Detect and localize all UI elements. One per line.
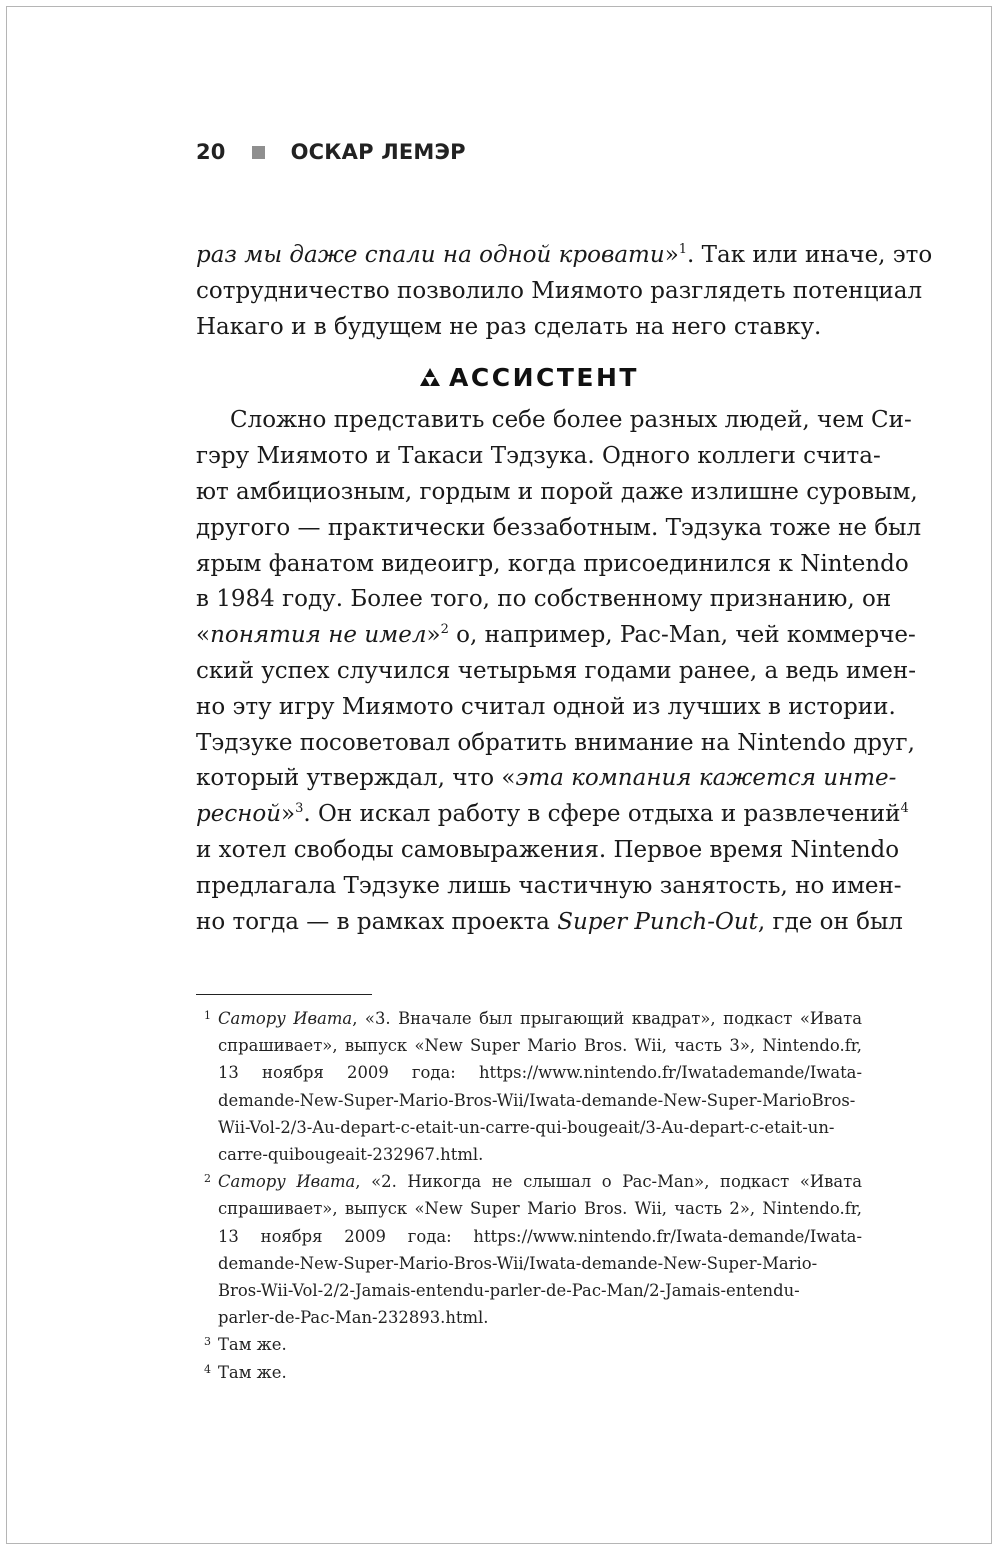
text-line: «понятия не имел»$^2$ о, например, Pac-Man, чей коммерче- xyxy=(196,622,916,649)
text-line: предлагала Тэдзуке лишь частичную занятость, но имен- xyxy=(196,872,902,899)
text-line: Тэдзуке посоветовал обратить внимание на Nintendo друг, xyxy=(196,729,915,756)
footnote: 4 Там же. xyxy=(218,1359,862,1386)
text-line: ярым фанатом видеоигр, когда присоединился к Nintendo xyxy=(196,550,909,577)
footnote: 1 Сатору Ивата, «3. Вначале был прыгающий квадрат», подкаст «Ивата спрашивает», выпуск «New Super Mario Bros. Wii, часть 3», Nintendo.fr, 13 ноября 2009 года: https://www.nintendo.fr/Iwatademande/Iwata- demande-New-Super-Mario-Bros-Wii/Iwata-demande-New-Super-MarioBros- Wii-Vol-2/3-Au-depart-c-etait-un-carre-qui-bougeait/3-Au-depart-c-etait-un- carre-quibougeait-232967.html. xyxy=(218,1005,862,1168)
text-line: ют амбициозным, гордым и порой даже излишне суровым, xyxy=(196,478,918,505)
page-number: 20 xyxy=(196,140,226,164)
text-line: но эту игру Миямото считал одной из лучших в истории. xyxy=(196,693,896,720)
footnotes xyxy=(204,1005,862,1386)
text-line: который утверждал, что «эта компания кажется инте- xyxy=(196,765,897,792)
author-name: ОСКАР ЛЕМЭР xyxy=(290,140,466,164)
footnote: 3 Там же. xyxy=(218,1331,862,1358)
text-line: раз мы даже спали на одной кровати»$^1$. Так или иначе, это xyxy=(196,242,933,268)
running-head xyxy=(196,140,466,164)
footnote-number: 2 xyxy=(204,1172,211,1186)
text-line: сотрудничество позволило Миямото разглядеть потенциал xyxy=(196,277,923,304)
triforce-icon xyxy=(419,367,441,387)
text-line: Сложно представить себе более разных людей, чем Си- xyxy=(230,407,912,434)
footnote-number: 1 xyxy=(204,1009,211,1022)
text-line: и хотел свободы самовыражения. Первое время Nintendo xyxy=(196,836,900,863)
footnote: 2 Сатору Ивата, «2. Никогда не слышал о Pac-Man», подкаст «Ивата спрашивает», выпуск «New Super Mario Bros. Wii, часть 2», Nintendo.fr, 13 ноября 2009 года: https://www.nintendo.fr/Iwata-demande/Iwata- demande-New-Super-Mario-Bros-Wii/Iwata-demande-New-Super-Mario- Bros-Wii-Vol-2/2-Jamais-entendu-parler-de-Pac-Man/2-Jamais-entendu- parler-de-Pac-Man-232893.html. xyxy=(218,1168,862,1331)
text-line: ресной»$^3$. Он искал работу в сфере отдыха и развлечений$^4$ xyxy=(196,801,909,828)
footnote-rule xyxy=(196,994,372,995)
text-line: но тогда — в рамках проекта Super Punch-Out, где он был xyxy=(196,908,903,935)
section-heading-text: АССИСТЕНТ xyxy=(449,363,639,393)
square-icon xyxy=(252,146,265,159)
body-text xyxy=(196,238,933,940)
text-line: ский успех случился четырьмя годами ранее, а ведь имен- xyxy=(196,657,916,684)
text-line: в 1984 году. Более того, по собственному признанию, он xyxy=(196,586,892,613)
text-line: гэру Миямото и Такаси Тэдзука. Одного коллеги счита- xyxy=(196,443,881,470)
footnote-number: 3 xyxy=(204,1335,211,1349)
text-line: другого — практически беззаботным. Тэдзука тоже не был xyxy=(196,514,922,541)
section-heading xyxy=(196,359,862,397)
footnote-number: 4 xyxy=(204,1362,211,1376)
text-line: Накаго и в будущем не раз сделать на него ставку. xyxy=(196,313,822,340)
